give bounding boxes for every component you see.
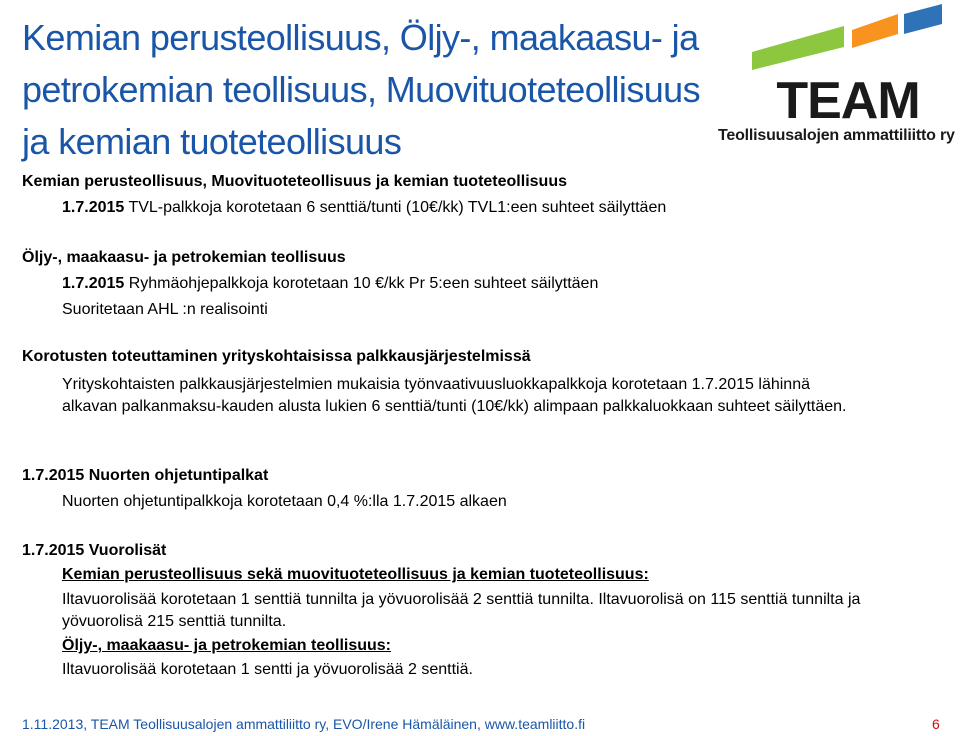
- section5-subheading-2: Öljy-, maakaasu- ja petrokemian teollisuus:: [62, 637, 391, 654]
- team-logo: [712, 0, 960, 150]
- title-line-1: Kemian perusteollisuus, Öljy-, maakaasu- ja: [22, 17, 699, 58]
- page-number: 6: [932, 716, 940, 732]
- section1-line: [62, 198, 666, 218]
- logo-green-stripe: [752, 26, 844, 70]
- section1-heading: Kemian perusteollisuus, Muovituoteteollisuus ja kemian tuoteteollisuus: [22, 173, 567, 190]
- section2-date: 1.7.2015: [62, 275, 125, 292]
- section2-line: [62, 274, 598, 294]
- team-logo-graphic: [712, 0, 960, 130]
- section3-heading: Korotusten toteuttaminen yrityskohtaisissa palkkausjärjestelmissä: [22, 348, 531, 365]
- section5-text-2: Iltavuorolisää korotetaan 1 sentti ja yövuorolisää 2 senttiä.: [62, 661, 473, 678]
- section1-date: 1.7.2015: [62, 199, 125, 216]
- logo-wordmark: TEAM: [776, 72, 920, 130]
- footer-text: 1.11.2013, TEAM Teollisuusalojen ammattiliitto ry, EVO/Irene Hämäläinen, www.teamliitto.fi: [22, 716, 586, 732]
- section2-text: Ryhmäohjepalkkoja korotetaan 10 €/kk Pr 5:een suhteet säilyttäen: [124, 275, 599, 292]
- section4-text: Nuorten ohjetuntipalkkoja korotetaan 0,4 %:lla 1.7.2015 alkaen: [62, 493, 507, 510]
- section3-text: Yrityskohtaisten palkkausjärjestelmien mukaisia työnvaativuusluokkapalkkoja korotetaan 1.7.2015 lähinnä alkavan palkanmaksu-kauden alusta lukien 6 senttiä/tunti (10€/kk) alimpaan palkkaluokkaan suhteet säilyttäen.: [62, 376, 847, 415]
- section1-text: TVL-palkkoja korotetaan 6 senttiä/tunti (10€/kk) TVL1:een suhteet säilyttäen: [124, 199, 667, 216]
- section2-heading: Öljy-, maakaasu- ja petrokemian teollisuus: [22, 249, 346, 266]
- section5-heading: 1.7.2015 Vuorolisät: [22, 542, 167, 559]
- section4-heading: 1.7.2015 Nuorten ohjetuntipalkat: [22, 467, 269, 484]
- section5-subheading-1: Kemian perusteollisuus sekä muovituoteteollisuus ja kemian tuoteteollisuus:: [62, 566, 649, 583]
- logo-orange-stripe: [852, 14, 898, 48]
- section5-text-1: Iltavuorolisää korotetaan 1 senttiä tunnilta ja yövuorolisää 2 senttiä tunnilta. Iltavuorolisä on 115 senttiä tunnilta ja yövuorolisä 215 senttiä tunnilta.: [62, 591, 861, 630]
- logo-subtitle: Teollisuusalojen ammattiliitto ry: [718, 127, 955, 144]
- slide-title: [22, 12, 702, 168]
- logo-blue-stripe: [904, 4, 942, 34]
- section2-text2: Suoritetaan AHL :n realisointi: [62, 301, 268, 318]
- title-line-2: petrokemian teollisuus, Muovituoteteollisuus: [22, 69, 700, 110]
- title-line-3: ja kemian tuoteteollisuus: [22, 121, 402, 162]
